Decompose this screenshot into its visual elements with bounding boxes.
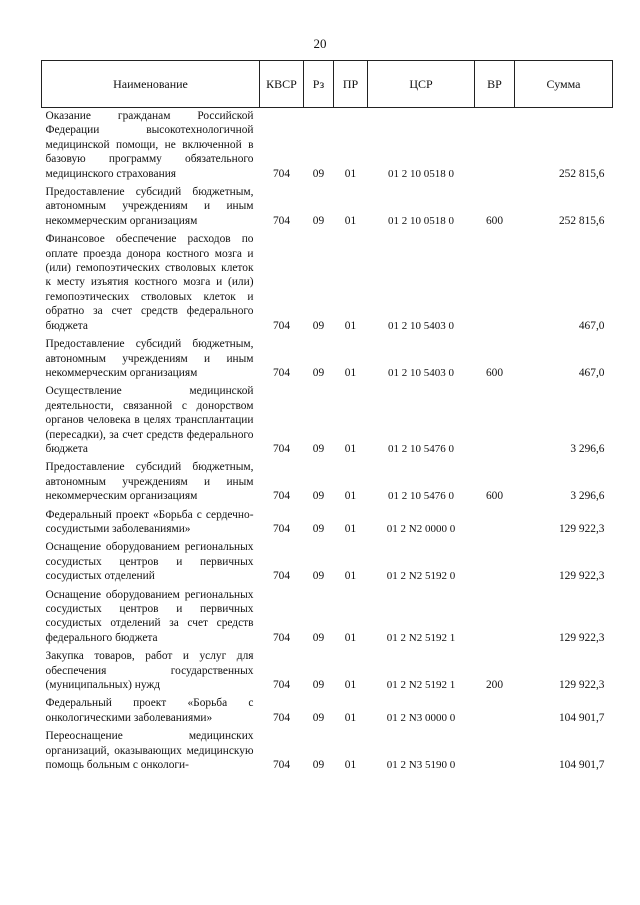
row-rz: 09 [312, 366, 325, 379]
row-kvsr: 704 [272, 711, 291, 724]
row-kvsr: 704 [272, 490, 291, 503]
row-pr: 01 [344, 319, 357, 332]
table-row [42, 184, 613, 231]
row-rz: 09 [312, 319, 325, 332]
row-rz: 09 [312, 442, 325, 455]
row-sum: 129 922,3 [558, 522, 605, 535]
row-name: Федеральный проект «Борьба с онкологическими заболеваниями» [45, 697, 254, 724]
row-name: Закупка товаров, работ и услуг для обеспечения государственных (муниципальных) нужд [45, 650, 254, 692]
row-rz: 09 [312, 631, 325, 644]
row-name: Оснащение оборудованием региональных сосудистых центров и первичных сосудистых отделений [45, 541, 254, 583]
row-sum: 467,0 [578, 366, 605, 379]
budget-table [41, 60, 613, 775]
row-csr: 01 2 N3 5190 0 [386, 759, 456, 772]
row-vr [475, 587, 515, 649]
row-pr: 01 [344, 366, 357, 379]
row-name: Оказание гражданам Российской Федерации высокотехнологичной медицинской помощи, не включенной в базовую программу обязательного медицинского страхования [45, 110, 254, 180]
table-row [42, 336, 613, 383]
row-rz: 09 [312, 759, 325, 772]
row-csr: 01 2 N2 5192 1 [386, 631, 456, 644]
row-sum: 104 901,7 [558, 759, 605, 772]
table-header-row [42, 61, 613, 108]
row-sum: 129 922,3 [558, 570, 605, 583]
row-name: Финансовое обеспечение расходов по оплате проезда донора костного мозга и (или) гемопоэтических стволовых клеток к месту изъятия костного мозга и (или) гемопоэтических стволовых клеток и обратно за счет средств федерального бюджета [45, 233, 254, 332]
table-row [42, 587, 613, 649]
header-pr: ПР [334, 61, 368, 108]
row-csr: 01 2 N2 0000 0 [386, 522, 456, 535]
row-name: Осуществление медицинской деятельности, связанной с донорством органов человека в целях трансплантации (пересадки), за счет средств федерального бюджета [45, 385, 254, 455]
row-name: Федеральный проект «Борьба с сердечно-сосудистыми заболеваниями» [45, 508, 254, 535]
row-sum: 252 815,6 [558, 167, 605, 180]
row-csr: 01 2 N3 0000 0 [386, 711, 456, 724]
row-vr: 600 [485, 366, 504, 379]
row-kvsr: 704 [272, 522, 291, 535]
row-rz: 09 [312, 711, 325, 724]
row-name: Предоставление субсидий бюджетным, автономным учреждениям и иным некоммерческим организациям [45, 461, 254, 503]
row-csr: 01 2 10 5403 0 [388, 319, 454, 332]
row-vr [475, 539, 515, 586]
row-pr: 01 [344, 522, 357, 535]
row-rz: 09 [312, 490, 325, 503]
row-sum: 104 901,7 [558, 711, 605, 724]
row-sum: 3 296,6 [570, 442, 605, 455]
header-sum: Сумма [515, 61, 613, 108]
row-vr [475, 108, 515, 185]
row-kvsr: 704 [272, 214, 291, 227]
table-row [42, 539, 613, 586]
row-vr: 600 [485, 490, 504, 503]
row-csr: 01 2 N2 5192 1 [386, 679, 456, 692]
table-row [42, 728, 613, 775]
row-sum: 129 922,3 [558, 679, 605, 692]
row-pr: 01 [344, 631, 357, 644]
row-kvsr: 704 [272, 319, 291, 332]
row-pr: 01 [344, 679, 357, 692]
row-pr: 01 [344, 442, 357, 455]
row-vr: 600 [485, 214, 504, 227]
row-pr: 01 [344, 214, 357, 227]
row-vr [475, 728, 515, 775]
row-kvsr: 704 [272, 570, 291, 583]
row-sum: 3 296,6 [570, 490, 605, 503]
row-name: Оснащение оборудованием региональных сосудистых центров и первичных сосудистых отделений за счет средств федерального бюджета [45, 588, 254, 644]
row-sum: 252 815,6 [558, 214, 605, 227]
header-kvsr: КВСР [260, 61, 304, 108]
table-row [42, 108, 613, 185]
row-rz: 09 [312, 570, 325, 583]
row-csr: 01 2 10 5476 0 [388, 490, 454, 503]
row-kvsr: 704 [272, 442, 291, 455]
row-pr: 01 [344, 711, 357, 724]
row-vr: 200 [485, 679, 504, 692]
page-number: 20 [313, 36, 327, 51]
row-rz: 09 [312, 167, 325, 180]
table-row [42, 383, 613, 459]
row-kvsr: 704 [272, 759, 291, 772]
header-csr: ЦСР [368, 61, 475, 108]
row-vr [475, 507, 515, 540]
row-csr: 01 2 N2 5192 0 [386, 570, 456, 583]
table-row [42, 459, 613, 506]
row-name: Предоставление субсидий бюджетным, автономным учреждениям и иным некоммерческим организациям [45, 186, 254, 227]
row-pr: 01 [344, 570, 357, 583]
row-kvsr: 704 [272, 167, 291, 180]
row-pr: 01 [344, 490, 357, 503]
row-rz: 09 [312, 522, 325, 535]
table-row [42, 648, 613, 695]
header-name: Наименование [42, 61, 260, 108]
row-csr: 01 2 10 5403 0 [388, 366, 454, 379]
row-kvsr: 704 [272, 631, 291, 644]
row-pr: 01 [344, 167, 357, 180]
table-row [42, 231, 613, 336]
row-csr: 01 2 10 0518 0 [388, 167, 454, 180]
row-kvsr: 704 [272, 366, 291, 379]
row-csr: 01 2 10 0518 0 [388, 214, 454, 227]
row-rz: 09 [312, 214, 325, 227]
header-rz: Рз [304, 61, 334, 108]
table-row [42, 507, 613, 540]
row-sum: 467,0 [578, 319, 605, 332]
row-csr: 01 2 10 5476 0 [388, 442, 454, 455]
row-kvsr: 704 [272, 679, 291, 692]
row-vr [475, 231, 515, 336]
table-body [42, 108, 613, 776]
row-pr: 01 [344, 759, 357, 772]
row-vr [475, 383, 515, 459]
row-name: Предоставление субсидий бюджетным, автономным учреждениям и иным некоммерческим организациям [45, 338, 254, 379]
row-vr [475, 695, 515, 728]
table-row [42, 695, 613, 728]
row-rz: 09 [312, 679, 325, 692]
header-vr: ВР [475, 61, 515, 108]
row-name: Переоснащение медицинских организаций, оказывающих медицинскую помощь больным с онкологи- [45, 730, 254, 772]
row-sum: 129 922,3 [558, 631, 605, 644]
